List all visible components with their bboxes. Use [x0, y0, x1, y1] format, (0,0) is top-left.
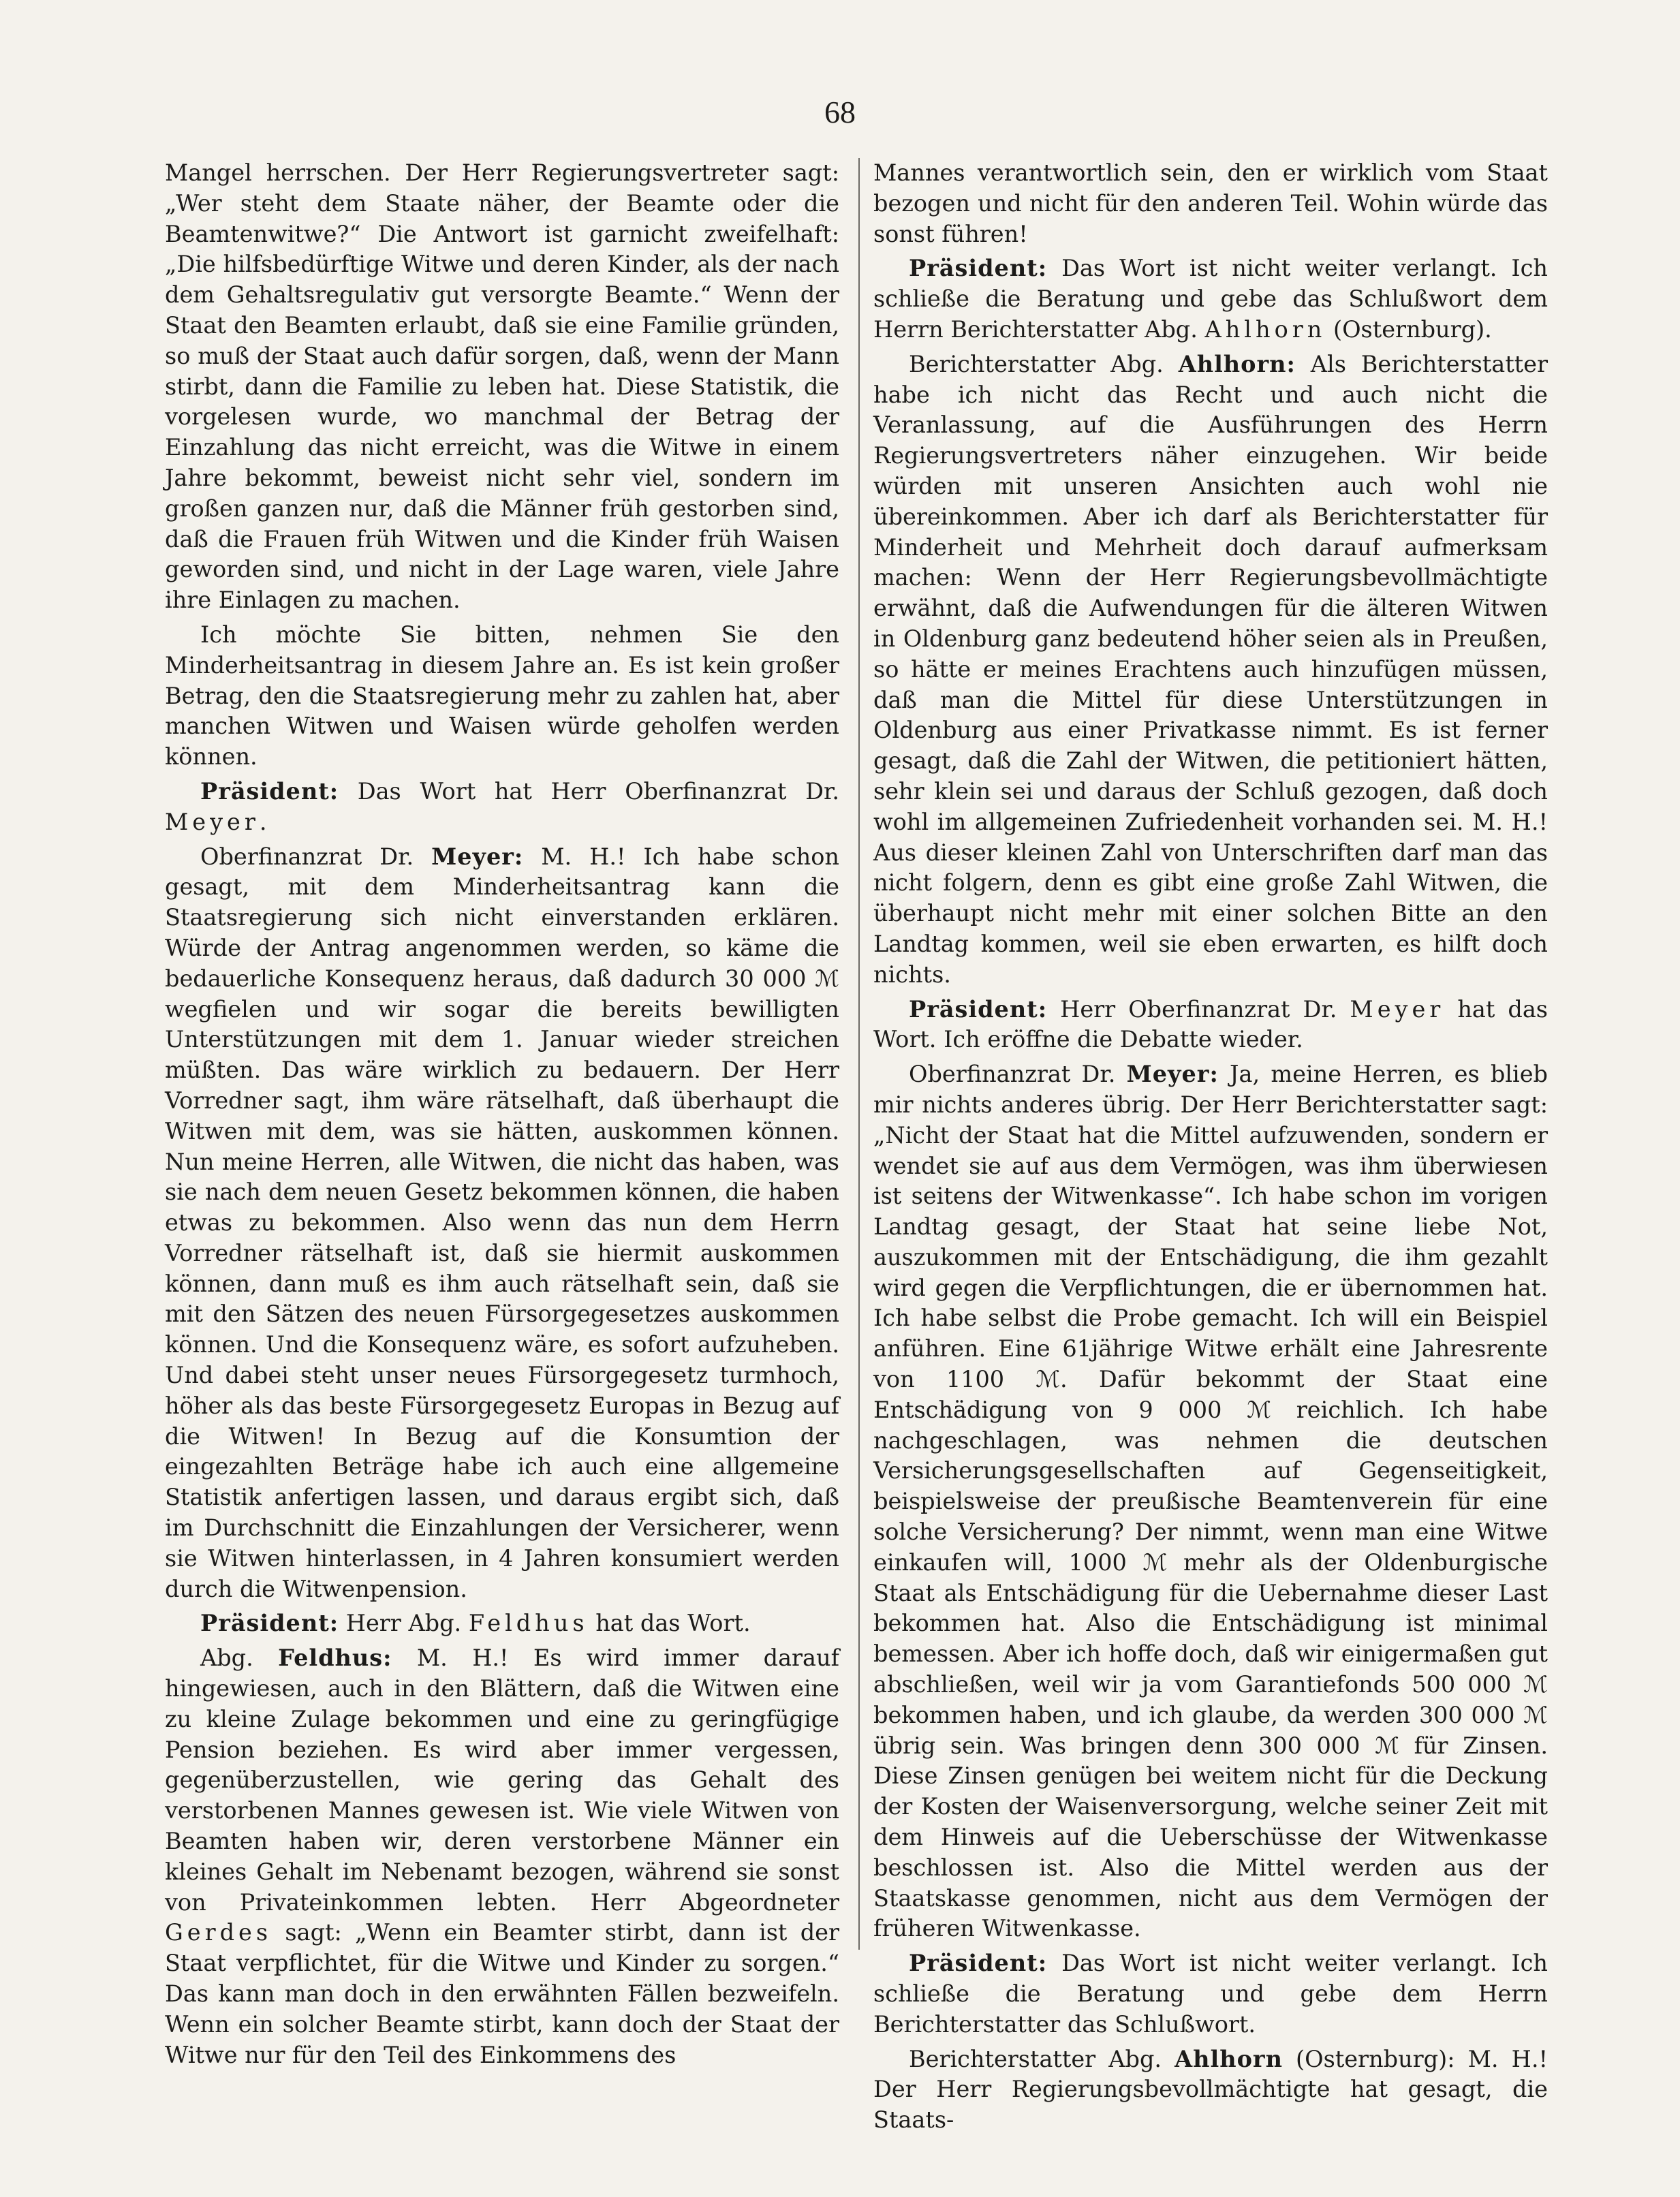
paragraph: Oberfinanzrat Dr. Meyer: M. H.! Ich habe schon gesagt, mit dem Minderheitsantrag kann die Staatsregierung sich nicht einverstanden erklären. Würde der Antrag angenommen werden, so käme die bedauerliche Konsequenz heraus, daß dadurch 30 000 ℳ wegfielen und wir sogar die bereits bewilligten Unterstützungen mit dem 1. Januar wieder streichen müßten. Das wäre wirklich zu bedauern. Der Herr Vorredner sagt, ihm wäre rätselhaft, daß überhaupt die Witwen mit dem, was sie hätten, auskommen können. Nun meine Herren, alle Witwen, die nicht das haben, was sie nach dem neuen Gesetz bekommen können, die haben etwas zu bekommen. Also wenn das nun dem Herrn Vorredner rätselhaft ist, daß sie hiermit auskommen können, dann muß es ihm auch rätselhaft sein, daß sie mit den Sätzen des neuen Fürsorgegesetzes auskommen können. Und die Konsequenz wäre, es sofort aufzuheben. Und dabei steht unser neues Fürsorgegesetz turmhoch, höher als das beste Fürsorgegesetz Europas in Bezug auf die Witwen! In Bezug auf die Konsumtion der eingezahlten Beträge habe ich auch eine allgemeine Statistik anfertigen lassen, und daraus ergibt sich, daß im Durchschnitt die Einzahlungen der Versicherer, wenn sie Witwen hinterlassen, in 4 Jahren konsumiert werden durch die Witwenpension. — [165, 843, 840, 1602]
speaker-name: Feldhus: — [278, 1645, 392, 1672]
paragraph: Präsident: Herr Oberfinanzrat Dr. Meyer hat das Wort. Ich eröffne die Debatte wieder. — [873, 995, 1548, 1053]
paragraph: Mangel herrschen. Der Herr Regierungsvertreter sagt: „Wer steht dem Staate näher, der Beamte oder die Beamtenwitwe?“ Die Antwort ist garnicht zweifelhaft: „Die hilfsbedürftige Witwe und deren Kinder, als der nach dem Gehaltsregulativ gut versorgte Beamte.“ Wenn der Staat den Beamten erlaubt, daß sie eine Familie gründen, so muß der Staat auch dafür sorgen, daß, wenn der Mann stirbt, dann die Familie zu leben hat. Diese Statistik, die vorgelesen wurde, wo manchmal der Betrag der Einzahlung das nicht erreicht, was die Witwe in einem Jahre bekommt, beweist nicht sehr viel, sondern im großen ganzen nur, daß die Männer früh gestorben sind, daß die Frauen früh Witwen und die Kinder früh Waisen geworden sind, und nicht in der Lage waren, viele Jahre ihre Einlagen zu machen. — [165, 159, 839, 614]
paragraph: Berichterstatter Abg. Ahlhorn: Als Berichterstatter habe ich nicht das Recht und auch nicht die Veranlassung, auf die Ausführungen des Herrn Regierungsvertreters näher einzugehen. Wir beide würden mit unseren Ansichten auch wohl nie übereinkommen. Aber ich darf als Berichterstatter für Minderheit und Mehrheit doch darauf aufmerksam machen: Wenn der Herr Regierungsbevollmächtigte erwähnt, daß die Aufwendungen für die älteren Witwen in Oldenburg ganz bedeutend höher seien als in Preußen, so hätte er meines Erachtens auch hinzufügen müssen, daß man die Mittel für diese Unterstützungen in Oldenburg aus einer Privatkasse nimmt. Es ist ferner gesagt, daß die Zahl der Witwen, die petitioniert hätten, sehr klein sei und daraus der Schluß gezogen, daß doch wohl im allgemeinen Zufriedenheit vorhanden sei. M. H.! Aus dieser kleinen Zahl von Unterschriften darf man das nicht folgern, denn es gibt eine große Zahl Witwen, die überhaupt nicht mehr mit einer solchen Bitte an den Landtag kommen, weil sie eben erwarten, es hilft doch nichts. — [873, 350, 1548, 988]
person-name: Feldhus — [468, 1610, 589, 1637]
speaker-name: Präsident: — [200, 777, 339, 805]
right-column — [873, 158, 1548, 2140]
speaker-name: Meyer: — [1126, 1061, 1219, 1088]
paragraph: Präsident: Das Wort ist nicht weiter verlangt. Ich schließe die Beratung und gebe das Schlußwort dem Herrn Berichterstatter Abg. Ahlhorn (Osternburg). — [873, 255, 1548, 343]
speaker-name: Präsident: — [200, 1610, 339, 1637]
paragraph: Präsident: Herr Abg. Feldhus hat das Wort. — [200, 1610, 751, 1637]
person-name: Gerdes — [165, 1919, 273, 1946]
paragraph: Oberfinanzrat Dr. Meyer: Ja, meine Herren, es blieb mir nichts anderes übrig. Der Herr Berichterstatter sagt: „Nicht der Staat hat die Mittel aufzuwenden, sondern er wendet sie auf aus dem Vermögen, was ihm überwiesen ist seitens der Witwenkasse“. Ich habe schon im vorigen Landtag gesagt, der Staat hat seine liebe Not, auszukommen mit der Entschädigung, die ihm gezahlt wird gegen die Verpflichtungen, die er übernommen hat. Ich habe selbst die Probe gemacht. Ich will ein Beispiel anführen. Eine 61jährige Witwe erhält eine Jahresrente von 1100 ℳ. Dafür bekommt der Staat eine Entschädigung von 9 000 ℳ reichlich. Ich habe nachgeschlagen, was nehmen die deutschen Versicherungsgesellschaften auf Gegenseitigkeit, beispielsweise der preußische Beamtenverein für eine solche Versicherung? Der nimmt, wenn man eine Witwe einkaufen will, 1000 ℳ mehr als der Oldenburgische Staat als Entschädigung für die Uebernahme dieser Last bekommen hat. Also die Entschädigung ist minimal bemessen. Aber ich hoffe doch, daß wir einigermaßen gut abschließen, weil wir ja vom Garantiefonds 500 000 ℳ bekommen haben, und ich glaube, da werden 300 000 ℳ übrig sein. Was bringen denn 300 000 ℳ für Zinsen. Diese Zinsen genügen bei weitem nicht für die Deckung der Kosten der Waisenversorgung, welche seiner Zeit mit dem Hinweis auf die Ueberschüsse der Witwenkasse beschlossen ist. Also die Mittel werden aus der Staatskasse genommen, nicht aus dem Vermögen der früheren Witwenkasse. — [873, 1061, 1549, 1942]
paragraph: Präsident: Das Wort hat Herr Oberfinanzrat Dr. Meyer. — [165, 777, 839, 835]
speaker-name: Präsident: — [909, 995, 1048, 1023]
speaker-name: Ahlhorn: — [1178, 350, 1296, 377]
left-column — [165, 158, 839, 2074]
paragraph: Berichterstatter Abg. Ahlhorn (Osternburg): M. H.! Der Herr Regierungsbevollmächtigte hat gesagt, die Staats- — [873, 2045, 1548, 2134]
person-name: Meyer — [165, 808, 260, 835]
person-name: Meyer — [1350, 995, 1445, 1023]
speaker-name: Ahlhorn — [1175, 2045, 1283, 2072]
paragraph: Ich möchte Sie bitten, nehmen Sie den Minderheitsantrag in diesem Jahre an. Es ist kein großer Betrag, den die Staatsregierung mehr zu zahlen hat, aber manchen Witwen und Waisen würde geholfen werden können. — [165, 621, 839, 770]
page-number: 68 — [824, 95, 856, 129]
paragraph: Abg. Feldhus: M. H.! Es wird immer darauf hingewiesen, auch in den Blättern, daß die Witwen eine zu kleine Zulage bekommen und eine zu geringfügige Pension beziehen. Es wird aber immer vergessen, gegenüberzustellen, wie gering das Gehalt des verstorbenen Mannes gewesen ist. Wie viele Witwen von Beamten haben wir, deren verstorbene Männer ein kleines Gehalt im Nebenamt bezogen, während sie sonst von Privateinkommen lebten. Herr Abgeordneter Gerdes sagt: „Wenn ein Beamter stirbt, dann ist der Staat verpflichtet, für die Witwe und Kinder zu sorgen.“ Das kann man doch in den erwähnten Fällen bezweifeln. Wenn ein solcher Beamte stirbt, kann doch der Staat der Witwe nur für den Teil des Einkommens des — [165, 1645, 840, 2068]
speaker-name: Präsident: — [909, 255, 1048, 282]
speaker-name: Präsident: — [909, 1950, 1048, 1977]
column-divider — [858, 158, 860, 1950]
speaker-name: Meyer: — [431, 843, 524, 870]
paragraph: Präsident: Das Wort ist nicht weiter verlangt. Ich schließe die Beratung und gebe dem Herrn Berichterstatter das Schlußwort. — [873, 1950, 1548, 2038]
person-name: Ahlhorn — [1204, 315, 1326, 343]
paragraph: Mannes verantwortlich sein, den er wirklich vom Staat bezogen und nicht für den anderen Teil. Wohin würde das sonst führen! — [873, 159, 1548, 247]
